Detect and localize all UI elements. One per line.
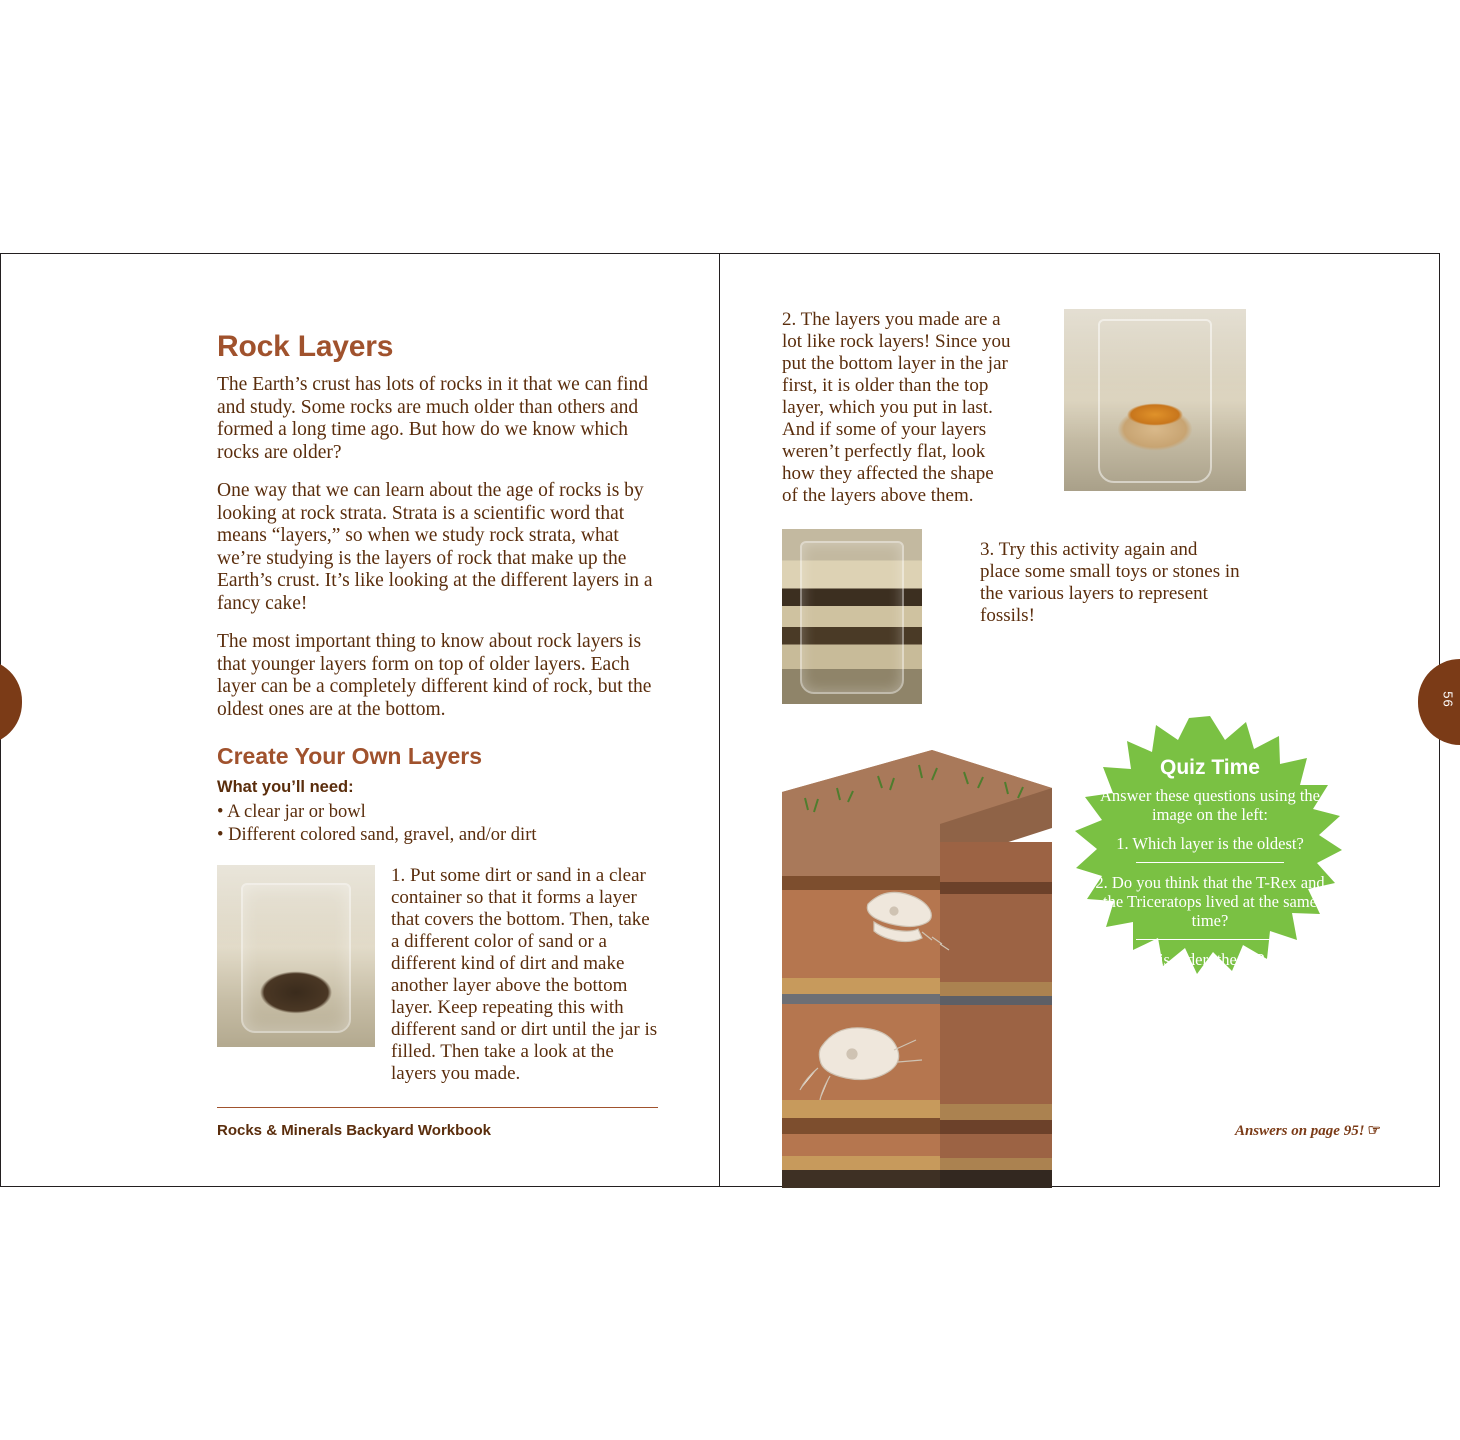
left-page-content	[217, 330, 658, 1139]
left-page	[0, 253, 720, 1187]
quiz-callout	[1055, 714, 1365, 1024]
paragraph-2: One way that we can learn about the age of rocks is by looking at rock strata. Strata is a scientific word that means “layers,” so when we study rock strata, what we’re studying is the layers of rock that make up the Earth’s crust. It’s like looking at the different layers in a fancy cake!	[217, 480, 653, 614]
rock-strata-illustration	[782, 732, 1052, 1188]
footer-divider	[217, 1107, 658, 1108]
paragraph-3: The most important thing to know about rock layers is that younger layers form on top of older layers. Each layer can be a completely different kind of rock, but the oldest ones are at the bottom.	[217, 631, 652, 720]
step-2-text: 2. The layers you made are a lot like rock layers! Since you put the bottom layer in the jar first, it is older than the top layer, which you put in last. And if some of your layers weren’t perfectly flat, look how they affected the shape of the layers above them.	[782, 309, 1011, 506]
quiz-question-2: 2. Do you think that the T-Rex and the Triceratops lived at the same time?	[1095, 873, 1325, 930]
paragraph-1: The Earth’s crust has lots of rocks in it that we can find and study. Some rocks are much older than others and formed a long time ago. But how do we know which rocks are older?	[217, 374, 649, 463]
quiz-subtitle: Answer these questions using the image on the left:	[1100, 786, 1320, 824]
page-title: Rock Layers	[217, 330, 394, 363]
step-3-text: 3. Try this activity again and place some small toys or stones in the various layers to represent fossils!	[980, 539, 1240, 626]
jar-toy-fossil-photo	[1064, 309, 1246, 491]
step-2-block	[782, 309, 1382, 507]
step-1-block	[217, 865, 658, 1085]
answers-note	[1235, 1121, 1381, 1140]
quiz-content	[1055, 714, 1365, 1024]
jar-dirt-layer-photo	[217, 865, 375, 1047]
book-spread	[0, 253, 1456, 1187]
step-3-block	[782, 529, 1382, 704]
page-number-left	[0, 691, 2, 707]
quiz-question-3: 3. Which is older: the T-Rex fossil, or the Triceratops fossil?	[1094, 950, 1326, 988]
book-footer-title: Rocks & Minerals Backyard Workbook	[217, 1122, 491, 1139]
answers-note-text: Answers on page 95!	[1234, 1123, 1365, 1139]
materials-heading: What you’ll need:	[217, 778, 354, 796]
answer-line-2[interactable]	[1136, 939, 1284, 940]
step-1-text: 1. Put some dirt or sand in a clear container so that it forms a layer that covers the bottom. Then, take a different color of sand or a different kind of dirt and make another layer above the bottom layer. Keep repeating this with different sand or dirt until the jar is filled. Then take a look at the layers you made.	[391, 865, 658, 1084]
pointing-hand-icon: ☞	[1367, 1123, 1381, 1139]
materials-item: • Different colored sand, gravel, and/or dirt	[217, 825, 537, 845]
page-tab-right	[1418, 659, 1460, 745]
quiz-question-1: 1. Which layer is the oldest?	[1116, 834, 1304, 853]
jar-many-layers-photo	[782, 529, 922, 704]
materials-item: • A clear jar or bowl	[217, 802, 366, 822]
page-tab-left	[0, 659, 22, 745]
right-page	[719, 253, 1456, 1187]
quiz-title: Quiz Time	[1160, 756, 1260, 779]
answer-line-3[interactable]	[1136, 997, 1284, 998]
activity-title: Create Your Own Layers	[217, 743, 483, 769]
answer-line-1[interactable]	[1136, 862, 1284, 863]
page-number-right: 56	[1440, 691, 1456, 708]
right-page-content	[782, 309, 1382, 704]
